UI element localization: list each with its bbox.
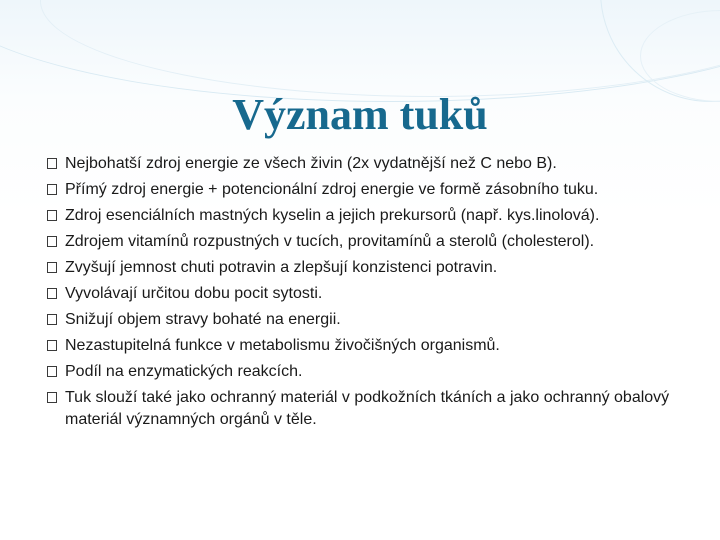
bullet-text: Tuk slouží také jako ochranný materiál v podkožních tkáních a jako ochranný obalový materiál významných orgánů v těle. bbox=[65, 389, 670, 428]
square-bullet-icon bbox=[47, 184, 57, 195]
bullet-item bbox=[46, 229, 696, 255]
bullet-item bbox=[46, 307, 696, 333]
bullet-item bbox=[46, 203, 696, 229]
bullet-text: Nejbohatší zdroj energie ze všech živin (2x vydatnější než C nebo B). bbox=[65, 155, 557, 172]
bullet-item bbox=[46, 177, 696, 203]
square-bullet-icon bbox=[47, 262, 57, 273]
square-bullet-icon bbox=[47, 288, 57, 299]
bullet-text: Zdroj esenciálních mastných kyselin a jejich prekursorů (např. kys.linolová). bbox=[65, 207, 600, 224]
square-bullet-icon bbox=[47, 236, 57, 247]
bullet-text: Vyvolávají určitou dobu pocit sytosti. bbox=[65, 285, 323, 302]
bullet-list bbox=[46, 151, 696, 431]
square-bullet-icon bbox=[47, 340, 57, 351]
bullet-item bbox=[46, 151, 696, 177]
bullet-item bbox=[46, 333, 696, 359]
bullet-text: Snižují objem stravy bohaté na energii. bbox=[65, 311, 341, 328]
square-bullet-icon bbox=[47, 366, 57, 377]
square-bullet-icon bbox=[47, 158, 57, 169]
bullet-text: Nezastupitelná funkce v metabolismu živočišných organismů. bbox=[65, 337, 500, 354]
bullet-text: Zvyšují jemnost chuti potravin a zlepšují konzistenci potravin. bbox=[65, 259, 498, 276]
bullet-item bbox=[46, 255, 696, 281]
square-bullet-icon bbox=[47, 210, 57, 221]
slide-title: Význam tuků bbox=[232, 90, 488, 139]
square-bullet-icon bbox=[47, 314, 57, 325]
bullet-item bbox=[46, 387, 696, 431]
bullet-item bbox=[46, 281, 696, 307]
square-bullet-icon bbox=[47, 392, 57, 403]
bullet-text: Přímý zdroj energie + potencionální zdroj energie ve formě zásobního tuku. bbox=[65, 181, 599, 198]
bullet-text: Podíl na enzymatických reakcích. bbox=[65, 363, 303, 380]
bullet-text: Zdrojem vitamínů rozpustných v tucích, provitamínů a sterolů (cholesterol). bbox=[65, 233, 595, 250]
bullet-item bbox=[46, 359, 696, 385]
